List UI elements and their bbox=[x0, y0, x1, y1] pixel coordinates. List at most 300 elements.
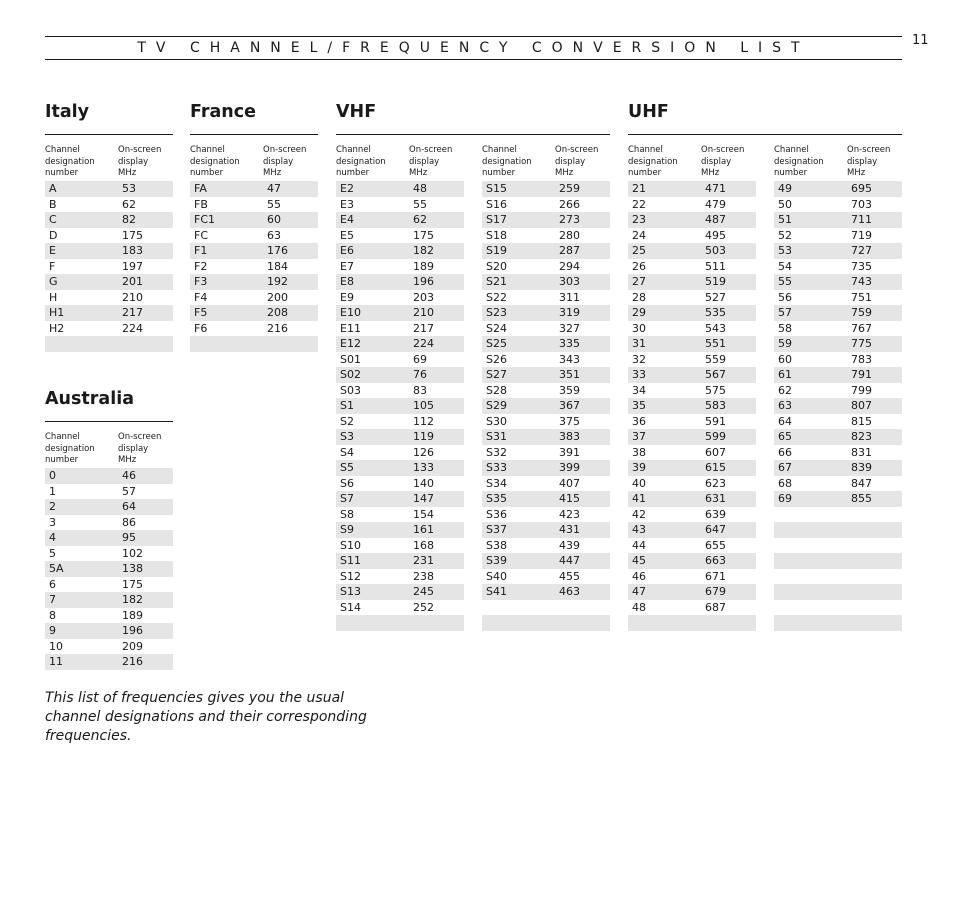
table-row bbox=[482, 491, 610, 507]
table-row bbox=[190, 212, 318, 228]
table-row bbox=[482, 476, 610, 492]
channel-cell: 39 bbox=[632, 461, 646, 474]
channel-cell: S9 bbox=[340, 523, 354, 536]
channel-cell: S35 bbox=[486, 492, 507, 505]
frequency-cell: 335 bbox=[559, 337, 580, 350]
table-row bbox=[336, 352, 464, 368]
frequency-cell: 847 bbox=[851, 476, 872, 490]
frequency-cell: 200 bbox=[267, 290, 288, 304]
frequency-cell: 447 bbox=[559, 554, 580, 567]
table-row bbox=[190, 290, 318, 306]
channel-cell: 41 bbox=[632, 492, 646, 505]
channel-cell: S20 bbox=[486, 259, 507, 273]
channel-cell bbox=[774, 569, 847, 585]
channel-cell: E2 bbox=[340, 182, 354, 195]
column-header bbox=[482, 145, 610, 181]
frequency-cell: 599 bbox=[705, 430, 726, 443]
channel-cell: S21 bbox=[486, 275, 507, 288]
channel-cell: 61 bbox=[778, 368, 792, 381]
frequency-cell: 519 bbox=[705, 275, 726, 288]
table-row bbox=[45, 212, 173, 228]
table-row bbox=[45, 561, 173, 577]
table-row bbox=[774, 367, 902, 383]
frequency-cell: 647 bbox=[705, 523, 726, 536]
table-row bbox=[45, 274, 173, 290]
table-row bbox=[628, 212, 756, 228]
frequency-cell: 182 bbox=[122, 593, 143, 606]
section-rule-australia bbox=[45, 421, 173, 422]
table-row bbox=[774, 615, 902, 631]
frequency-cell: 287 bbox=[559, 244, 580, 257]
table-row bbox=[774, 507, 902, 523]
frequency-cell: 192 bbox=[267, 275, 288, 288]
channel-cell: S2 bbox=[340, 414, 354, 428]
frequency-cell: 407 bbox=[559, 476, 580, 490]
table-row bbox=[482, 274, 610, 290]
channel-cell: F5 bbox=[194, 306, 208, 319]
frequency-cell: 86 bbox=[122, 515, 136, 529]
table-row bbox=[482, 460, 610, 476]
table-row bbox=[482, 243, 610, 259]
table-row bbox=[45, 305, 173, 321]
channel-cell: S39 bbox=[486, 554, 507, 567]
frequency-cell: 138 bbox=[122, 562, 143, 575]
table-row bbox=[628, 460, 756, 476]
frequency-cell: 735 bbox=[851, 259, 872, 273]
channel-cell: F2 bbox=[194, 259, 208, 273]
header-title: TV CHANNEL/FREQUENCY CONVERSION LIST bbox=[137, 40, 810, 56]
frequency-cell: 189 bbox=[413, 259, 434, 273]
table-row bbox=[774, 445, 902, 461]
table-row bbox=[774, 243, 902, 259]
frequency-cell: 62 bbox=[413, 213, 427, 226]
table-row bbox=[482, 553, 610, 569]
table-italy bbox=[45, 145, 173, 352]
channel-cell: FA bbox=[194, 182, 207, 195]
table-row bbox=[482, 615, 610, 631]
channel-cell: 0 bbox=[49, 469, 56, 482]
table-row bbox=[336, 274, 464, 290]
table-row bbox=[45, 608, 173, 624]
table-row bbox=[774, 197, 902, 213]
frequency-cell: 575 bbox=[705, 383, 726, 397]
table-row bbox=[190, 305, 318, 321]
table-row bbox=[774, 274, 902, 290]
channel-cell: 31 bbox=[632, 337, 646, 350]
frequency-cell: 189 bbox=[122, 608, 143, 622]
table-france bbox=[190, 145, 318, 352]
table-row bbox=[45, 259, 173, 275]
channel-cell: 37 bbox=[632, 430, 646, 443]
channel-cell: S13 bbox=[340, 585, 361, 598]
frequency-cell: 105 bbox=[413, 399, 434, 412]
table-row bbox=[774, 383, 902, 399]
channel-cell: S33 bbox=[486, 461, 507, 474]
column-header-display: On-screen display MHz bbox=[118, 432, 162, 465]
table-row bbox=[336, 445, 464, 461]
frequency-cell: 479 bbox=[705, 197, 726, 211]
channel-cell: H2 bbox=[49, 321, 65, 335]
frequency-cell: 217 bbox=[413, 321, 434, 335]
table-row bbox=[482, 383, 610, 399]
table-row bbox=[774, 305, 902, 321]
table-row bbox=[336, 538, 464, 554]
table-row bbox=[628, 367, 756, 383]
frequency-cell: 55 bbox=[267, 197, 281, 211]
channel-cell: 38 bbox=[632, 445, 646, 459]
channel-cell: 59 bbox=[778, 337, 792, 350]
channel-cell: 22 bbox=[632, 197, 646, 211]
table-row bbox=[45, 290, 173, 306]
frequency-cell: 327 bbox=[559, 321, 580, 335]
channel-cell: 67 bbox=[778, 461, 792, 474]
frequency-cell: 184 bbox=[267, 259, 288, 273]
table-row bbox=[628, 352, 756, 368]
channel-cell: S8 bbox=[340, 507, 354, 521]
frequency-cell: 57 bbox=[122, 484, 136, 498]
table-row bbox=[628, 538, 756, 554]
table-row bbox=[628, 259, 756, 275]
frequency-cell: 399 bbox=[559, 461, 580, 474]
table-row bbox=[45, 181, 173, 197]
column-header bbox=[190, 145, 318, 181]
frequency-cell: 196 bbox=[122, 624, 143, 637]
column-header-channel: Channel designation number bbox=[774, 145, 824, 178]
channel-cell: 49 bbox=[778, 182, 792, 195]
frequency-cell: 839 bbox=[851, 461, 872, 474]
channel-cell: E8 bbox=[340, 275, 354, 288]
column-header-display: On-screen display MHz bbox=[555, 145, 599, 178]
channel-cell: S31 bbox=[486, 430, 507, 443]
table-row bbox=[45, 577, 173, 593]
channel-cell: 7 bbox=[49, 593, 56, 606]
column-header-display: On-screen display MHz bbox=[263, 145, 307, 178]
frequency-cell: 751 bbox=[851, 290, 872, 304]
frequency-cell: 140 bbox=[413, 476, 434, 490]
channel-cell: 1 bbox=[49, 484, 56, 498]
frequency-cell: 231 bbox=[413, 554, 434, 567]
column-header bbox=[774, 145, 902, 181]
channel-cell: S32 bbox=[486, 445, 507, 459]
frequency-cell: 224 bbox=[413, 337, 434, 350]
table-row bbox=[774, 352, 902, 368]
frequency-cell: 210 bbox=[122, 290, 143, 304]
table-row bbox=[482, 367, 610, 383]
column-header-display: On-screen display MHz bbox=[409, 145, 453, 178]
table-row bbox=[774, 414, 902, 430]
column-header bbox=[628, 145, 756, 181]
channel-cell: S40 bbox=[486, 569, 507, 583]
channel-cell: 32 bbox=[632, 352, 646, 366]
channel-cell bbox=[45, 336, 118, 352]
channel-cell: 64 bbox=[778, 414, 792, 428]
frequency-cell: 168 bbox=[413, 538, 434, 552]
page-number: 11 bbox=[912, 33, 929, 48]
table-row bbox=[336, 600, 464, 616]
table-row bbox=[628, 398, 756, 414]
channel-cell: 51 bbox=[778, 213, 792, 226]
channel-cell: S1 bbox=[340, 399, 354, 412]
channel-cell: S37 bbox=[486, 523, 507, 536]
section-rule-italy bbox=[45, 134, 173, 135]
frequency-cell: 154 bbox=[413, 507, 434, 521]
section-title-france: France bbox=[190, 102, 256, 122]
frequency-cell: 294 bbox=[559, 259, 580, 273]
frequency-cell: 266 bbox=[559, 197, 580, 211]
table-row bbox=[45, 530, 173, 546]
channel-cell: S4 bbox=[340, 445, 354, 459]
frequency-cell bbox=[847, 615, 902, 631]
channel-cell: 57 bbox=[778, 306, 792, 319]
frequency-cell: 175 bbox=[122, 228, 143, 242]
channel-cell: FB bbox=[194, 197, 208, 211]
table-row bbox=[190, 336, 318, 352]
frequency-cell: 535 bbox=[705, 306, 726, 319]
frequency-cell: 208 bbox=[267, 306, 288, 319]
channel-cell: 3 bbox=[49, 515, 56, 529]
channel-cell: H1 bbox=[49, 306, 65, 319]
channel-cell: 26 bbox=[632, 259, 646, 273]
table-row bbox=[628, 476, 756, 492]
frequency-cell: 48 bbox=[413, 182, 427, 195]
frequency-cell: 196 bbox=[413, 275, 434, 288]
channel-cell: 46 bbox=[632, 569, 646, 583]
frequency-cell: 273 bbox=[559, 213, 580, 226]
footnote: This list of frequencies gives you the usual channel designations and their corresponding frequencies. bbox=[45, 690, 367, 744]
channel-cell: S23 bbox=[486, 306, 507, 319]
frequency-cell: 224 bbox=[122, 321, 143, 335]
header-rule-bottom bbox=[45, 59, 902, 60]
channel-cell: 10 bbox=[49, 639, 63, 653]
frequency-cell: 815 bbox=[851, 414, 872, 428]
frequency-cell: 559 bbox=[705, 352, 726, 366]
frequency-cell: 197 bbox=[122, 259, 143, 273]
frequency-cell: 147 bbox=[413, 492, 434, 505]
channel-cell: 68 bbox=[778, 476, 792, 490]
frequency-cell: 216 bbox=[122, 655, 143, 668]
frequency-cell bbox=[847, 538, 902, 554]
channel-cell bbox=[482, 600, 555, 616]
table-row bbox=[482, 352, 610, 368]
table-row bbox=[628, 600, 756, 616]
table-row bbox=[628, 445, 756, 461]
channel-cell: 25 bbox=[632, 244, 646, 257]
frequency-cell: 126 bbox=[413, 445, 434, 459]
frequency-cell: 791 bbox=[851, 368, 872, 381]
column-header bbox=[45, 432, 173, 468]
frequency-cell: 46 bbox=[122, 469, 136, 482]
channel-cell: S10 bbox=[340, 538, 361, 552]
table-row bbox=[336, 321, 464, 337]
frequency-cell bbox=[847, 569, 902, 585]
table-row bbox=[336, 181, 464, 197]
channel-cell: S36 bbox=[486, 507, 507, 521]
table-row bbox=[336, 584, 464, 600]
table-row bbox=[628, 414, 756, 430]
frequency-cell: 511 bbox=[705, 259, 726, 273]
table-row bbox=[774, 290, 902, 306]
channel-cell: S03 bbox=[340, 383, 361, 397]
table-row bbox=[336, 243, 464, 259]
table-row bbox=[190, 181, 318, 197]
frequency-cell: 280 bbox=[559, 228, 580, 242]
table-row bbox=[336, 305, 464, 321]
frequency-cell: 807 bbox=[851, 399, 872, 412]
channel-cell: 40 bbox=[632, 476, 646, 490]
column-header-channel: Channel designation number bbox=[336, 145, 386, 178]
column-header-channel: Channel designation number bbox=[45, 432, 95, 465]
channel-cell: 27 bbox=[632, 275, 646, 288]
table-vhf-2 bbox=[482, 145, 610, 631]
table-row bbox=[482, 569, 610, 585]
channel-cell: S25 bbox=[486, 337, 507, 350]
frequency-cell: 175 bbox=[122, 577, 143, 591]
table-row bbox=[45, 623, 173, 639]
channel-cell: S22 bbox=[486, 290, 507, 304]
frequency-cell: 687 bbox=[705, 600, 726, 614]
table-row bbox=[628, 569, 756, 585]
table-vhf-1 bbox=[336, 145, 464, 631]
table-row bbox=[628, 197, 756, 213]
table-row bbox=[774, 491, 902, 507]
frequency-cell: 727 bbox=[851, 244, 872, 257]
channel-cell: 11 bbox=[49, 655, 63, 668]
channel-cell bbox=[482, 615, 555, 631]
table-row bbox=[628, 243, 756, 259]
frequency-cell: 503 bbox=[705, 244, 726, 257]
channel-cell: 8 bbox=[49, 608, 56, 622]
channel-cell: G bbox=[49, 275, 58, 288]
table-row bbox=[482, 600, 610, 616]
channel-cell bbox=[336, 615, 409, 631]
table-row bbox=[628, 553, 756, 569]
channel-cell: S30 bbox=[486, 414, 507, 428]
column-header-channel: Channel designation number bbox=[628, 145, 678, 178]
channel-cell: F1 bbox=[194, 244, 208, 257]
table-row bbox=[774, 398, 902, 414]
channel-cell: 63 bbox=[778, 399, 792, 412]
column-header-channel: Channel designation number bbox=[482, 145, 532, 178]
channel-cell: 29 bbox=[632, 306, 646, 319]
table-row bbox=[628, 429, 756, 445]
frequency-cell: 391 bbox=[559, 445, 580, 459]
table-row bbox=[482, 538, 610, 554]
channel-cell: 69 bbox=[778, 492, 792, 505]
channel-cell: S14 bbox=[340, 600, 361, 614]
channel-cell: 43 bbox=[632, 523, 646, 536]
frequency-cell: 679 bbox=[705, 585, 726, 598]
table-row bbox=[482, 414, 610, 430]
channel-cell: S41 bbox=[486, 585, 507, 598]
table-row bbox=[774, 321, 902, 337]
table-row bbox=[482, 197, 610, 213]
frequency-cell: 495 bbox=[705, 228, 726, 242]
channel-cell: 50 bbox=[778, 197, 792, 211]
channel-cell bbox=[774, 538, 847, 554]
table-row bbox=[774, 600, 902, 616]
frequency-cell: 95 bbox=[122, 531, 136, 544]
table-row bbox=[628, 274, 756, 290]
frequency-cell: 695 bbox=[851, 182, 872, 195]
channel-cell: 5 bbox=[49, 546, 56, 560]
channel-cell: FC1 bbox=[194, 213, 216, 226]
frequency-cell: 623 bbox=[705, 476, 726, 490]
frequency-cell: 343 bbox=[559, 352, 580, 366]
table-row bbox=[336, 414, 464, 430]
table-row bbox=[45, 468, 173, 484]
frequency-cell: 217 bbox=[122, 306, 143, 319]
channel-cell: 2 bbox=[49, 500, 56, 513]
frequency-cell bbox=[847, 507, 902, 523]
channel-cell: FC bbox=[194, 228, 209, 242]
channel-cell: S26 bbox=[486, 352, 507, 366]
frequency-cell: 527 bbox=[705, 290, 726, 304]
frequency-cell: 351 bbox=[559, 368, 580, 381]
table-row bbox=[628, 228, 756, 244]
frequency-cell bbox=[847, 600, 902, 616]
frequency-cell: 259 bbox=[559, 182, 580, 195]
table-row bbox=[774, 538, 902, 554]
table-row bbox=[482, 305, 610, 321]
frequency-cell: 319 bbox=[559, 306, 580, 319]
frequency-cell: 463 bbox=[559, 585, 580, 598]
channel-cell: 48 bbox=[632, 600, 646, 614]
table-row bbox=[45, 515, 173, 531]
frequency-cell: 607 bbox=[705, 445, 726, 459]
channel-cell: 65 bbox=[778, 430, 792, 443]
channel-cell bbox=[774, 600, 847, 616]
table-row bbox=[482, 259, 610, 275]
frequency-cell: 631 bbox=[705, 492, 726, 505]
channel-cell: S38 bbox=[486, 538, 507, 552]
frequency-cell: 487 bbox=[705, 213, 726, 226]
table-uhf-2 bbox=[774, 145, 902, 631]
frequency-cell: 63 bbox=[267, 228, 281, 242]
frequency-cell bbox=[555, 615, 610, 631]
frequency-cell: 238 bbox=[413, 569, 434, 583]
channel-cell: 34 bbox=[632, 383, 646, 397]
table-row bbox=[336, 460, 464, 476]
channel-cell: S24 bbox=[486, 321, 507, 335]
channel-cell: E6 bbox=[340, 244, 354, 257]
channel-cell bbox=[628, 615, 701, 631]
table-row bbox=[45, 546, 173, 562]
channel-cell bbox=[774, 553, 847, 569]
section-rule-vhf bbox=[336, 134, 610, 135]
frequency-cell: 719 bbox=[851, 228, 872, 242]
column-header-display: On-screen display MHz bbox=[118, 145, 162, 178]
channel-cell: 30 bbox=[632, 321, 646, 335]
frequency-cell: 775 bbox=[851, 337, 872, 350]
frequency-cell: 591 bbox=[705, 414, 726, 428]
channel-cell bbox=[774, 522, 847, 538]
column-header-channel: Channel designation number bbox=[45, 145, 95, 178]
table-row bbox=[774, 569, 902, 585]
frequency-cell: 245 bbox=[413, 585, 434, 598]
frequency-cell: 82 bbox=[122, 213, 136, 226]
channel-cell: S29 bbox=[486, 399, 507, 412]
table-row bbox=[336, 259, 464, 275]
frequency-cell bbox=[263, 336, 318, 352]
table-row bbox=[45, 654, 173, 670]
table-row bbox=[336, 553, 464, 569]
frequency-cell: 133 bbox=[413, 461, 434, 474]
table-row bbox=[774, 460, 902, 476]
channel-cell: S6 bbox=[340, 476, 354, 490]
table-row bbox=[482, 429, 610, 445]
channel-cell: E9 bbox=[340, 290, 354, 304]
table-row bbox=[482, 584, 610, 600]
